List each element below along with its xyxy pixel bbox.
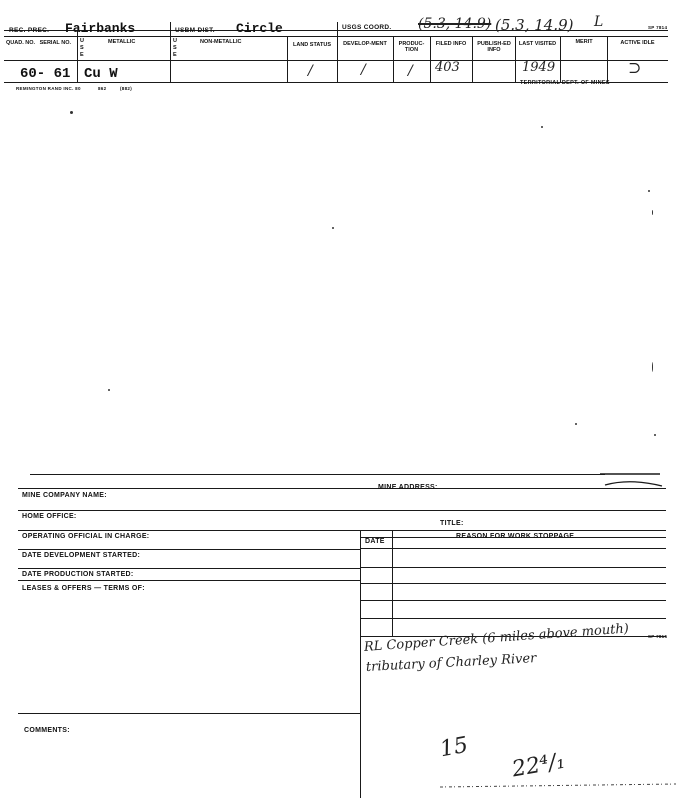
- production-caption: PRODUC-TION: [398, 41, 425, 53]
- date-production-label: DATE PRODUCTION STARTED:: [22, 571, 134, 578]
- rec-prec-label: REC. PREC.: [9, 27, 50, 34]
- date-development-label: DATE DEVELOPMENT STARTED:: [22, 552, 141, 559]
- col-divider: [430, 36, 431, 82]
- col-divider: [170, 22, 171, 82]
- development-value: /: [361, 62, 366, 78]
- row-rule: [360, 567, 666, 568]
- subheader-rule: [4, 60, 668, 61]
- col-divider: [560, 36, 561, 82]
- row-rule: [18, 568, 360, 569]
- check-mark: L: [594, 14, 604, 30]
- row-rule: [18, 488, 666, 489]
- production-value: /: [408, 63, 413, 79]
- use-letters-2: U S E: [173, 38, 177, 58]
- row-rule: [18, 713, 360, 714]
- department-imprint: TERRITORIAL DEPT. OF MINES: [520, 80, 610, 86]
- row-rule: [18, 510, 666, 511]
- home-office-label: HOME OFFICE:: [22, 513, 77, 520]
- active-idle-value: ⊃: [628, 58, 642, 77]
- filed-info-value: 403: [435, 60, 460, 75]
- serial-no-caption: SERIAL NO.: [39, 40, 72, 46]
- rec-prec-value: Fairbanks: [65, 21, 136, 36]
- active-idle-caption: ACTIVE IDLE: [620, 40, 655, 46]
- land-status-value: /: [308, 63, 313, 79]
- quad-no-caption: QUAD. NO.: [6, 40, 36, 46]
- center-divider: [360, 530, 361, 798]
- printer-code-2: (882): [120, 86, 133, 91]
- last-visited-value: 1949: [522, 60, 556, 75]
- handwritten-number-1: 15: [438, 732, 470, 763]
- last-visited-caption: LAST VISITED: [518, 41, 557, 47]
- scan-speck: [108, 389, 110, 391]
- usbm-dist-label: USBM DIST.: [175, 27, 215, 34]
- scan-edge-noise: [440, 778, 676, 792]
- row-rule: [18, 530, 666, 531]
- scan-speck: [652, 362, 653, 372]
- scan-speck: [70, 111, 73, 114]
- form-number-bottom: SP 7815: [648, 634, 668, 639]
- printer-code: 862: [98, 86, 107, 91]
- usgs-coord-label: USGS COORD.: [342, 24, 392, 31]
- row-rule: [360, 600, 666, 601]
- comments-label: COMMENTS:: [24, 727, 70, 734]
- form-number-top: SP 7814: [648, 25, 668, 30]
- quad-serial-caption: [6, 40, 76, 46]
- use-letters: U S E: [80, 38, 84, 58]
- header-rule: [4, 36, 668, 37]
- row-rule: [360, 548, 666, 549]
- col-divider: [393, 36, 394, 82]
- handwritten-location: RL Copper Creek (6 miles above mouth): [363, 621, 630, 655]
- usbm-dist-value: Circle: [236, 21, 283, 36]
- col-divider: [287, 36, 288, 82]
- col-divider: [472, 36, 473, 82]
- operating-official-label: OPERATING OFFICIAL IN CHARGE:: [22, 533, 150, 540]
- land-status-caption: LAND STATUS: [293, 42, 331, 48]
- metallic-value: Cu W: [84, 66, 118, 82]
- row-rule: [18, 580, 360, 581]
- leases-label: LEASES & OFFERS — TERMS OF:: [22, 585, 145, 592]
- title-label: TITLE:: [440, 520, 464, 527]
- scan-speck: [654, 434, 656, 436]
- filed-info-caption: FILED INFO: [435, 41, 467, 47]
- handwritten-number-2: 22⁴/₁: [510, 748, 567, 783]
- date-header: DATE: [365, 538, 385, 545]
- card-top-rule: [30, 474, 605, 475]
- mine-company-name-label: MINE COMPANY NAME:: [22, 492, 107, 499]
- card-curl: [600, 460, 670, 490]
- col-divider: [607, 36, 608, 82]
- printer-imprint: REMINGTON RAND INC. 80: [16, 86, 81, 91]
- development-caption: DEVELOP-MENT: [343, 41, 387, 47]
- mine-address-label: MINE ADDRESS:: [378, 484, 438, 491]
- scan-speck: [652, 210, 653, 215]
- quad-serial-value: 60- 61: [20, 66, 71, 82]
- col-divider: [77, 30, 78, 82]
- scan-speck: [648, 190, 650, 192]
- published-info-caption: PUBLISH-ED INFO: [477, 41, 511, 53]
- scan-speck: [575, 423, 577, 425]
- date-divider: [392, 530, 393, 636]
- scan-speck: [541, 126, 543, 128]
- col-divider: [337, 22, 338, 82]
- non-metallic-caption: NON-METALLIC: [200, 39, 242, 45]
- row-rule: [360, 618, 666, 619]
- usgs-coord-struck: (5.3, 14.9): [418, 16, 492, 32]
- col-divider: [515, 36, 516, 82]
- row-rule: [360, 583, 666, 584]
- handwritten-tributary: tributary of Charley River: [365, 651, 537, 675]
- reason-header: REASON FOR WORK STOPPAGE: [456, 533, 575, 540]
- merit-caption: MERIT: [575, 39, 593, 45]
- usgs-coord-value: (5.3, 14.9): [495, 16, 574, 34]
- metallic-caption: METALLIC: [108, 39, 136, 45]
- row-rule: [18, 549, 360, 550]
- scan-speck: [332, 227, 334, 229]
